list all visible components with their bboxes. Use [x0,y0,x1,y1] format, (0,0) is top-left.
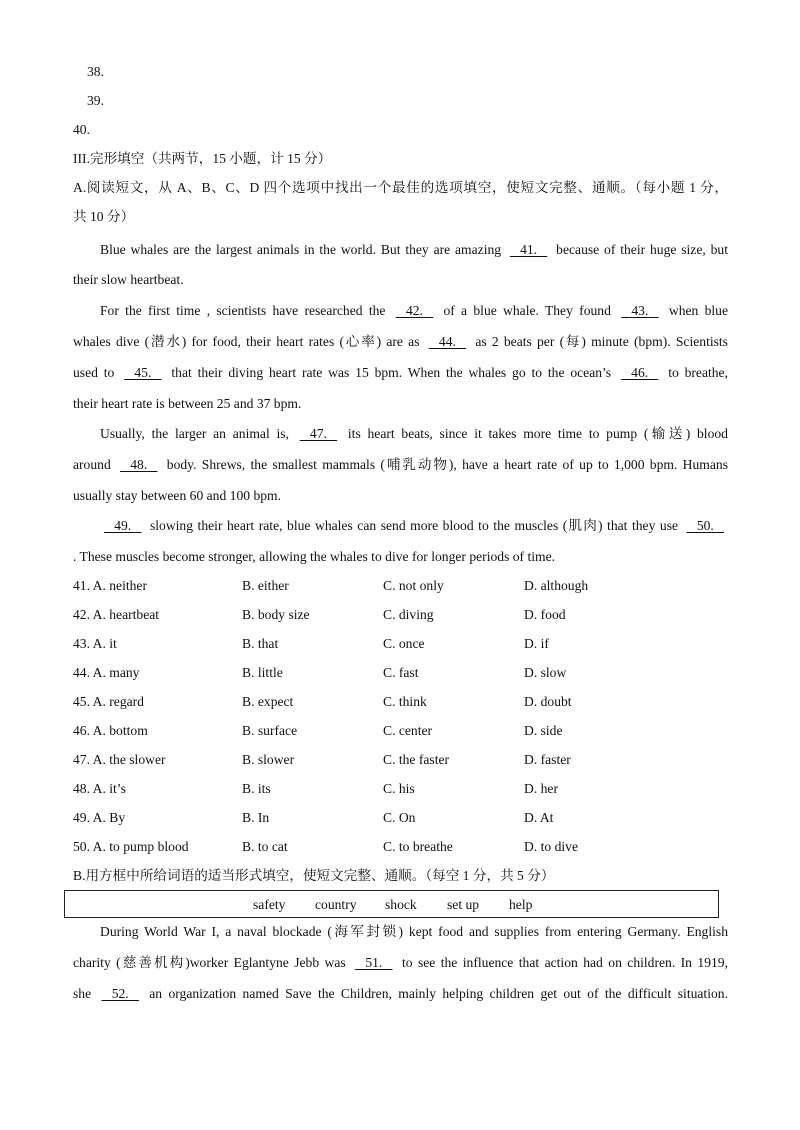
option-d: D. to dive [524,839,578,854]
option-c: C. to breathe [383,839,453,854]
options-row-47 [73,750,728,770]
options-row-42 [73,605,728,625]
passage-b-line: During World War I, a naval blockade (海军封锁) kept food and supplies from entering Germany. English [100,924,728,939]
blank-49: 49. [104,518,142,533]
passage-a-line: their heart rate is between 25 and 37 bpm. [73,396,302,411]
passage-b-line: charity (慈善机构)worker Eglantyne Jebb was 51. to see the influence that action had on children. In 1919, [73,953,728,973]
part-a-instruction: A.阅读短文，从 A、B、C、D 四个选项中找出一个最佳的选项填空，使短文完整、通顺。（每小题 1 分， [73,180,728,195]
answer-40: 40. [73,122,90,137]
word-safety: safety [253,897,286,912]
option-a: 45. A. regard [73,694,144,709]
option-d: D. At [524,810,554,825]
option-b: B. slower [242,752,295,767]
option-d: D. although [524,578,589,593]
blank-44: 44. [428,334,467,349]
option-a: 44. A. many [73,665,140,680]
blank-47: 47. [299,426,338,441]
option-d: D. food [524,607,566,622]
passage-a-line: Blue whales are the largest animals in the world. But they are amazing 41. because of their huge size, but [100,240,728,260]
passage-a-line: Usually, the larger an animal is, 47. its heart beats, since it takes more time to pump (输送) blood [100,424,728,444]
passage-a-line: their slow heartbeat. [73,272,184,287]
option-d: D. slow [524,665,567,680]
options-row-49 [73,808,728,828]
option-a: 46. A. bottom [73,723,148,738]
word-shock: shock [385,897,417,912]
passage-b-line: she 52. an organization named Save the Children, mainly helping children get out of the difficult situation. [73,984,728,1004]
passage-a-line: usually stay between 60 and 100 bpm. [73,488,282,503]
option-c: C. once [383,636,425,651]
passage-a-line: whales dive (潜水) for food, their heart rates (心率) are as 44. as 2 beats per (每) minute (bpm). Scientists [73,332,728,352]
option-b: B. surface [242,723,298,738]
option-d: D. side [524,723,563,738]
blank-41: 41. [509,242,548,257]
option-c: C. fast [383,665,419,680]
answer-38: 38. [87,64,104,79]
word-box [64,890,719,918]
options-row-43 [73,634,728,654]
word-help: help [509,897,533,912]
option-b: B. that [242,636,279,651]
options-row-46 [73,721,728,741]
option-b: B. little [242,665,283,680]
option-d: D. faster [524,752,571,767]
option-b: B. body size [242,607,310,622]
option-a: 42. A. heartbeat [73,607,160,622]
options-row-41 [73,576,728,596]
part-b-instruction: B.用方框中所给词语的适当形式填空，使短文完整、通顺。（每空 1 分，共 5 分） [73,868,555,883]
option-d: D. her [524,781,558,796]
passage-a-line: 49. slowing their heart rate, blue whales can send more blood to the muscles (肌肉) that they use 50. [100,516,728,536]
option-b: B. In [242,810,270,825]
option-a: 49. A. By [73,810,126,825]
blank-43: 43. [621,303,659,318]
blank-52: 52. [101,986,139,1001]
options-row-44 [73,663,728,683]
option-d: D. if [524,636,549,651]
option-c: C. center [383,723,433,738]
section-heading: III.完形填空（共两节，15 小题，计 15 分） [73,151,332,166]
options-row-45 [73,692,728,712]
option-b: B. its [242,781,271,796]
blank-51: 51. [355,955,393,970]
option-a: 48. A. it’s [73,781,126,796]
option-d: D. doubt [524,694,572,709]
blank-42: 42. [395,303,434,318]
option-b: B. expect [242,694,294,709]
option-b: B. to cat [242,839,288,854]
part-a-instruction-cont: 共 10 分） [73,209,135,224]
passage-a-line: For the first time , scientists have researched the 42. of a blue whale. They found 43. when blue [100,301,728,321]
option-a: 43. A. it [73,636,117,651]
word-country: country [315,897,357,912]
passage-a-line: around 48. body. Shrews, the smallest mammals (哺乳动物), have a heart rate of up to 1,000 bpm. Humans [73,455,728,475]
blank-48: 48. [120,457,158,472]
option-c: C. think [383,694,427,709]
options-row-48 [73,779,728,799]
option-c: C. the faster [383,752,450,767]
blank-50: 50. [686,518,725,533]
option-c: C. diving [383,607,434,622]
option-a: 50. A. to pump blood [73,839,189,854]
option-c: C. not only [383,578,444,593]
blank-46: 46. [620,365,659,380]
option-a: 41. A. neither [73,578,147,593]
blank-45: 45. [124,365,162,380]
option-b: B. either [242,578,289,593]
option-c: C. On [383,810,416,825]
passage-a-line: . These muscles become stronger, allowing the whales to dive for longer periods of time. [73,549,556,564]
answer-39: 39. [87,93,104,108]
options-row-50 [73,837,728,857]
word-set-up: set up [447,897,480,912]
passage-a-line: used to 45. that their diving heart rate was 15 bpm. When the whales go to the ocean’s 46. to breathe, [73,363,728,383]
option-c: C. his [383,781,415,796]
option-a: 47. A. the slower [73,752,166,767]
